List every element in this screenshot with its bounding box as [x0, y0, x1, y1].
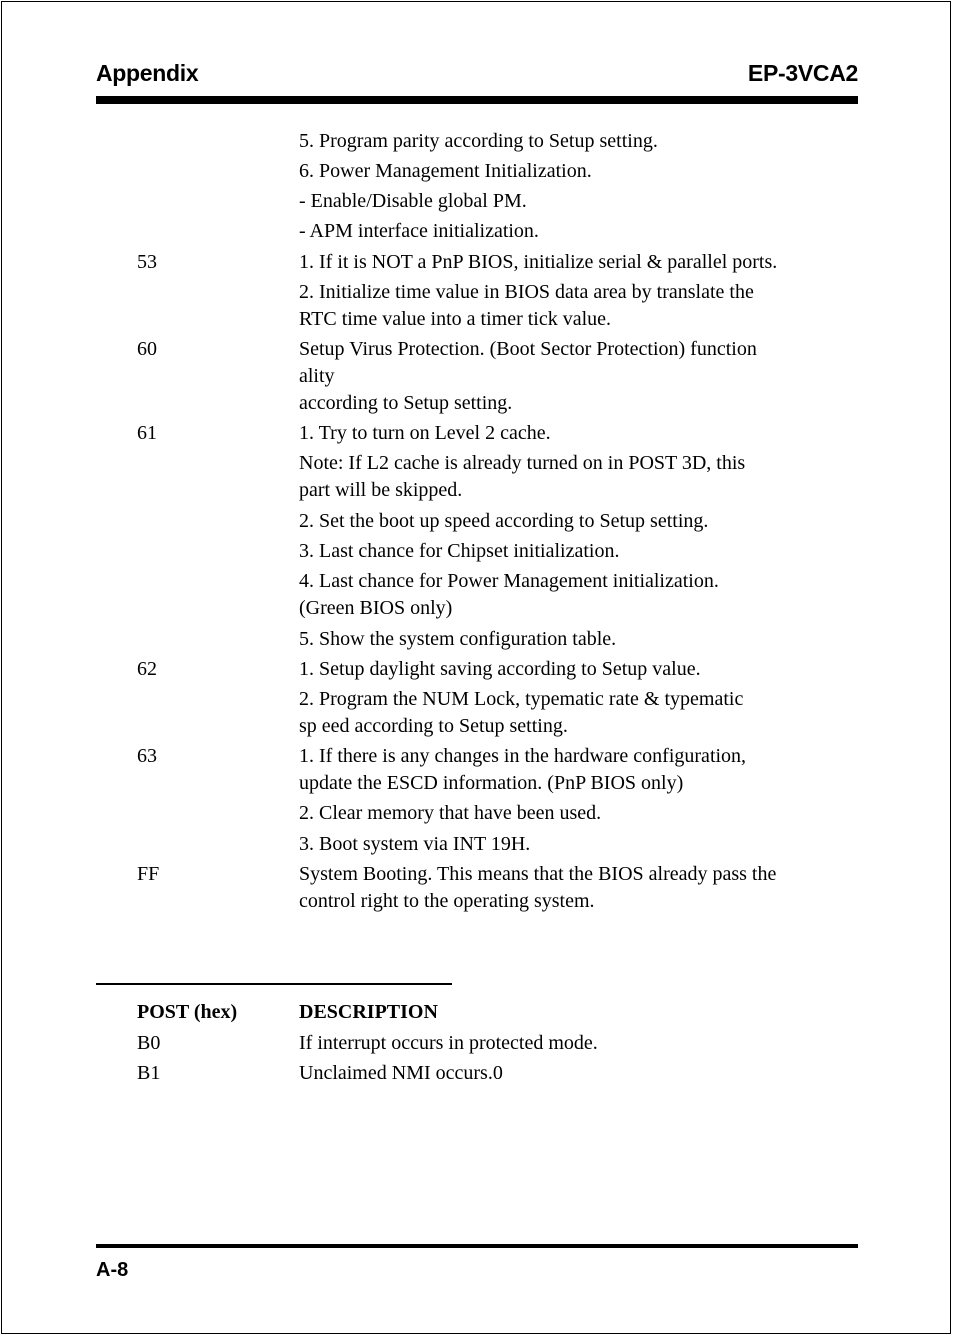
- table2-row-code: B0: [137, 1032, 161, 1054]
- table2-row-desc: Unclaimed NMI occurs.0: [299, 1062, 503, 1084]
- post-description: [299, 800, 861, 827]
- footer-rule: [96, 1244, 858, 1248]
- description-line: Setup Virus Protection. (Boot Sector Protection) function: [299, 338, 757, 360]
- description-line: 3. Boot system via INT 19H.: [299, 833, 531, 855]
- table2-row-desc: If interrupt occurs in protected mode.: [299, 1032, 598, 1054]
- post-description: [299, 508, 861, 535]
- description-line: update the ESCD information. (PnP BIOS only): [299, 772, 684, 794]
- post-description: [299, 249, 861, 276]
- post-code: 62: [137, 658, 157, 680]
- description-line: RTC time value into a timer tick value.: [299, 308, 612, 330]
- post-code: 60: [137, 338, 157, 360]
- post-description: [299, 158, 861, 185]
- description-line: ality: [299, 365, 335, 387]
- description-line: 4. Last chance for Power Management initialization.: [299, 570, 719, 592]
- page-number: A-8: [96, 1259, 129, 1281]
- post-description: [299, 336, 861, 417]
- table2-header-code: POST (hex): [137, 1001, 238, 1023]
- description-line: 2. Initialize time value in BIOS data area by translate the: [299, 281, 754, 303]
- description-line: 3. Last chance for Chipset initialization.: [299, 540, 620, 562]
- table2-header-desc: DESCRIPTION: [299, 1001, 438, 1023]
- description-line: - APM interface initialization.: [299, 220, 539, 242]
- table2-row-code: B1: [137, 1062, 161, 1084]
- post-code: 53: [137, 251, 157, 273]
- description-line: 1. Setup daylight saving according to Setup value.: [299, 658, 701, 680]
- description-line: 5. Show the system configuration table.: [299, 628, 617, 650]
- description-line: 1. If there is any changes in the hardware configuration,: [299, 745, 747, 767]
- description-line: 6. Power Management Initialization.: [299, 160, 592, 182]
- post-code: 61: [137, 422, 157, 444]
- post-description: [299, 861, 861, 915]
- description-line: 2. Set the boot up speed according to Setup setting.: [299, 510, 709, 532]
- description-line: (Green BIOS only): [299, 597, 453, 619]
- description-line: 2. Clear memory that have been used.: [299, 802, 602, 824]
- post-description: [299, 218, 861, 245]
- description-line: 5. Program parity according to Setup setting.: [299, 130, 658, 152]
- description-line: control right to the operating system.: [299, 890, 595, 912]
- header-section-title: Appendix: [96, 60, 199, 86]
- post-description: [299, 188, 861, 215]
- description-line: System Booting. This means that the BIOS already pass the: [299, 863, 777, 885]
- post-code: 63: [137, 745, 157, 767]
- post-description: [299, 538, 861, 565]
- description-line: Note: If L2 cache is already turned on in POST 3D, this: [299, 452, 746, 474]
- description-line: 1. Try to turn on Level 2 cache.: [299, 422, 551, 444]
- post-description: [299, 686, 861, 740]
- post-description: [299, 743, 861, 797]
- post-description: [299, 831, 861, 858]
- post-description: [299, 656, 861, 683]
- description-line: according to Setup setting.: [299, 392, 513, 414]
- post-description: [299, 626, 861, 653]
- description-line: part will be skipped.: [299, 479, 463, 501]
- section-separator: [96, 983, 452, 985]
- header-rule: [96, 96, 858, 104]
- post-description: [299, 128, 861, 155]
- description-line: - Enable/Disable global PM.: [299, 190, 527, 212]
- description-line: sp eed according to Setup setting.: [299, 715, 568, 737]
- post-description: [299, 420, 861, 447]
- post-description: [299, 279, 861, 333]
- description-line: 2. Program the NUM Lock, typematic rate & typematic: [299, 688, 744, 710]
- description-line: 1. If it is NOT a PnP BIOS, initialize serial & parallel ports.: [299, 251, 778, 273]
- post-description: [299, 568, 861, 622]
- header-model-name: EP-3VCA2: [747, 60, 858, 86]
- post-code: FF: [137, 863, 160, 885]
- post-description: [299, 450, 861, 504]
